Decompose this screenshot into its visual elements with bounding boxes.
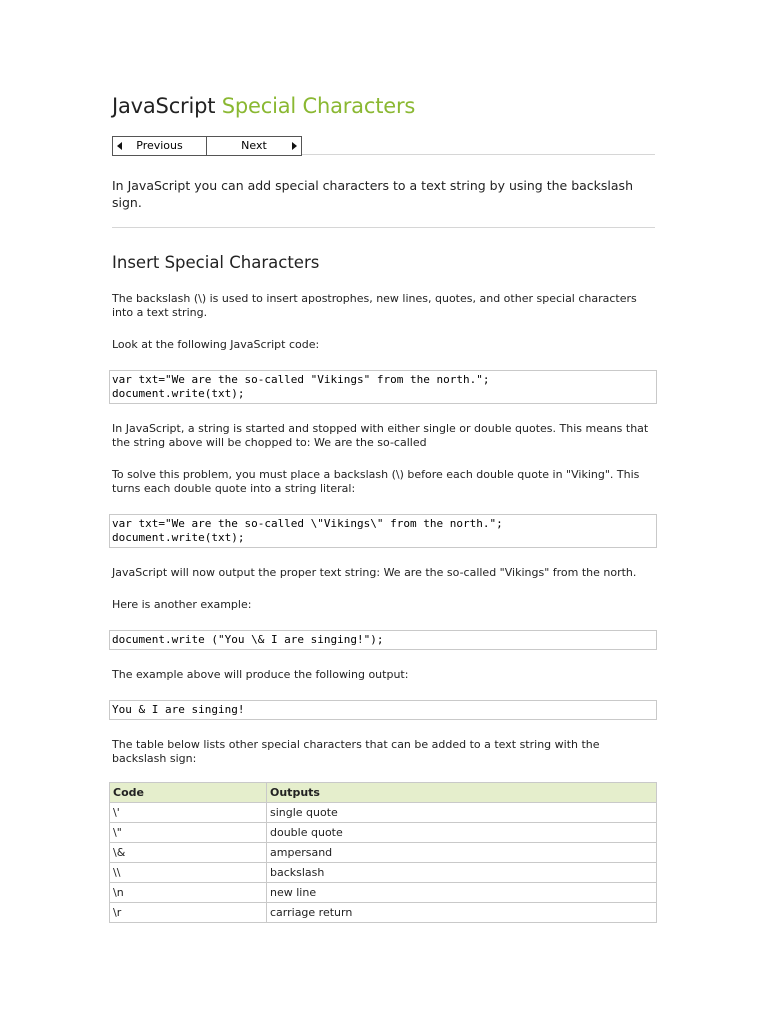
table-cell-output: double quote	[267, 823, 657, 843]
table-row	[110, 803, 657, 823]
table-row	[110, 863, 657, 883]
page-title-main: JavaScript	[112, 94, 216, 118]
paragraph-string-chopped: In JavaScript, a string is started and stopped with either single or double quotes. This means that the string above will be chopped to: We are the so-called	[112, 422, 649, 449]
triangle-left-icon	[117, 142, 122, 150]
table-cell-output: backslash	[267, 863, 657, 883]
table-cell-code: \n	[110, 883, 267, 903]
table-cell-output: carriage return	[267, 903, 657, 923]
table-cell-output: new line	[267, 883, 657, 903]
code-output: You & I are singing!	[109, 700, 657, 720]
pager-nav	[112, 136, 655, 155]
table-header-outputs: Outputs	[267, 783, 657, 803]
table-cell-code: \r	[110, 903, 267, 923]
table-cell-code: \'	[110, 803, 267, 823]
previous-button[interactable]	[112, 136, 207, 156]
table-row	[110, 903, 657, 923]
paragraph-solve-problem: To solve this problem, you must place a backslash (\) before each double quote in "Viking". This turns each double quote into a string literal:	[112, 468, 640, 495]
paragraph-table-intro: The table below lists other special characters that can be added to a text string with the backslash sign:	[112, 738, 600, 765]
table-row	[110, 883, 657, 903]
table-cell-code: \\	[110, 863, 267, 883]
paragraph-example-output: The example above will produce the following output:	[112, 668, 409, 681]
next-button-label: Next	[241, 139, 267, 152]
table-cell-code: \&	[110, 843, 267, 863]
paragraph-backslash-intro: The backslash (\) is used to insert apostrophes, new lines, quotes, and other special characters into a text string.	[112, 292, 637, 319]
code-example-1: var txt="We are the so-called "Vikings" from the north."; document.write(txt);	[109, 370, 657, 404]
special-characters-table	[109, 782, 657, 923]
table-row	[110, 843, 657, 863]
table-header-code: Code	[110, 783, 267, 803]
table-cell-code: \"	[110, 823, 267, 843]
next-button[interactable]	[207, 136, 302, 156]
table-row	[110, 823, 657, 843]
code-example-3: document.write ("You \& I are singing!");	[109, 630, 657, 650]
table-cell-output: single quote	[267, 803, 657, 823]
previous-button-label: Previous	[136, 139, 183, 152]
page-title	[112, 90, 658, 122]
code-example-2: var txt="We are the so-called \"Vikings\" from the north."; document.write(txt);	[109, 514, 657, 548]
paragraph-another-example: Here is another example:	[112, 598, 252, 611]
page-title-accent: Special Characters	[221, 94, 416, 118]
paragraph-look-at-code: Look at the following JavaScript code:	[112, 338, 320, 351]
divider	[112, 227, 655, 228]
section-heading: Insert Special Characters	[112, 253, 320, 272]
table-cell-output: ampersand	[267, 843, 657, 863]
triangle-right-icon	[292, 142, 297, 150]
intro-text: In JavaScript you can add special characters to a text string by using the backslash sign.	[112, 178, 633, 210]
paragraph-proper-output: JavaScript will now output the proper text string: We are the so-called "Vikings" from the north.	[112, 566, 637, 579]
table-header-row	[110, 783, 657, 803]
page-content	[112, 90, 658, 923]
